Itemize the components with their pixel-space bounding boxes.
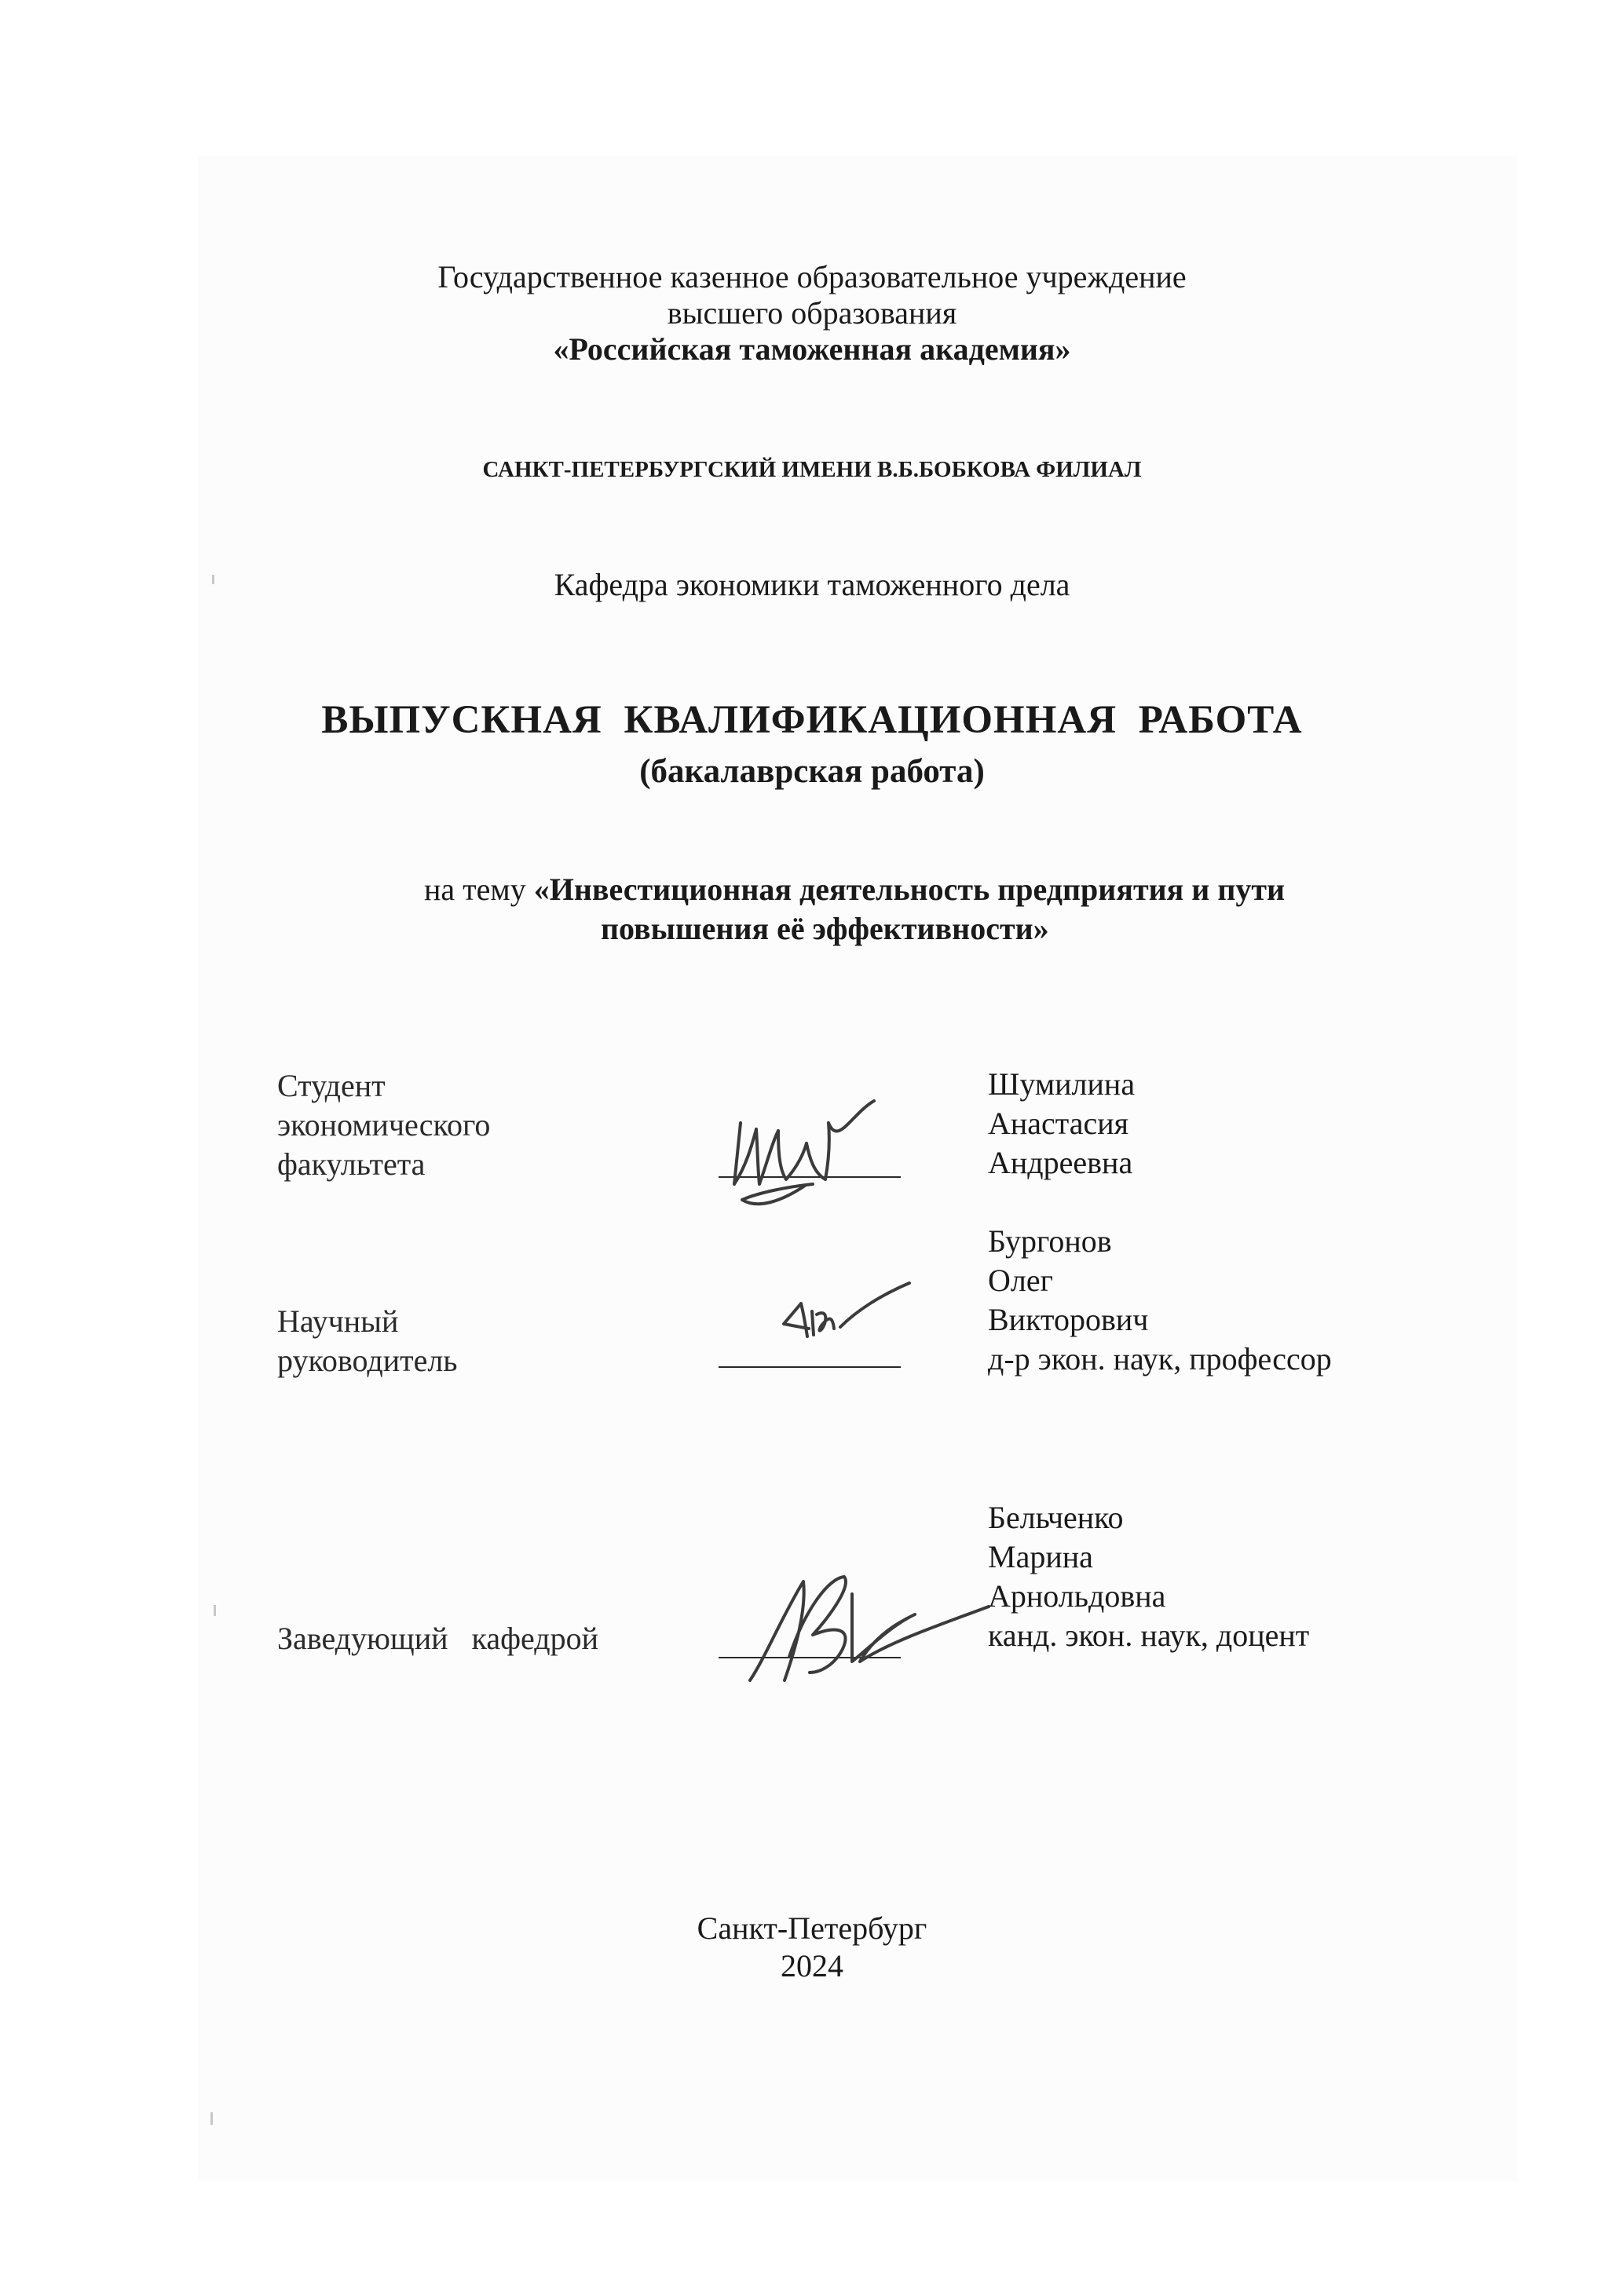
student-name bbox=[988, 1065, 1135, 1183]
topic-title-part-1: «Инвестиционная деятельность предприятия и пути bbox=[533, 872, 1286, 907]
supervisor-degree: д-р экон. наук, профессор bbox=[988, 1341, 1332, 1377]
student-role bbox=[277, 1066, 490, 1184]
supervisor-surname: Бургонов bbox=[988, 1223, 1112, 1259]
head-degree: канд. экон. наук, доцент bbox=[988, 1618, 1310, 1653]
institution-line-2: высшего образования bbox=[667, 295, 957, 331]
head-role bbox=[277, 1619, 598, 1658]
head-patronymic: Арнольдовна bbox=[988, 1578, 1166, 1614]
institution-header bbox=[0, 259, 1624, 367]
supervisor-role-line-2: руководитель bbox=[277, 1343, 458, 1378]
branch-name: САНКТ-ПЕТЕРБУРГСКИЙ ИМЕНИ В.Б.БОБКОВА ФИЛИАЛ bbox=[482, 457, 1142, 482]
head-surname: Бельченко bbox=[988, 1500, 1124, 1535]
year: 2024 bbox=[781, 1948, 843, 1983]
topic-line-1 bbox=[424, 872, 1285, 908]
head-first-name: Марина bbox=[988, 1539, 1093, 1574]
city: Санкт-Петербург bbox=[697, 1910, 927, 1946]
supervisor-signature-line bbox=[719, 1366, 901, 1368]
supervisor-name bbox=[988, 1222, 1332, 1379]
supervisor-patronymic: Викторович bbox=[988, 1302, 1149, 1337]
supervisor-signature bbox=[777, 1280, 919, 1366]
institution-line-1: Государственное казенное образовательное учреждение bbox=[437, 259, 1187, 294]
margin-mark bbox=[214, 1605, 216, 1616]
department-name: Кафедра экономики таможенного дела bbox=[554, 567, 1070, 602]
student-role-line-3: факультета bbox=[277, 1146, 426, 1182]
footer bbox=[0, 1910, 1624, 1985]
student-role-line-1: Студент bbox=[277, 1068, 386, 1103]
student-first-name: Анастасия bbox=[988, 1106, 1129, 1141]
head-role-label: Заведующий кафедрой bbox=[277, 1621, 599, 1656]
margin-mark bbox=[210, 2112, 213, 2125]
student-role-line-2: экономического bbox=[277, 1107, 491, 1143]
topic-prefix: на тему bbox=[424, 872, 534, 907]
supervisor-role-line-1: Научный bbox=[277, 1303, 399, 1339]
head-signature bbox=[734, 1563, 993, 1696]
supervisor-role bbox=[277, 1302, 458, 1380]
supervisor-first-name: Олег bbox=[988, 1263, 1054, 1298]
head-name bbox=[988, 1498, 1309, 1655]
topic-title-part-2: повышения её эффективности» bbox=[601, 911, 1049, 946]
document-subtitle: (бакалаврская работа) bbox=[639, 753, 985, 790]
document-title: ВЫПУСКНАЯ КВАЛИФИКАЦИОННАЯ РАБОТА bbox=[321, 698, 1303, 742]
student-surname: Шумилина bbox=[988, 1066, 1136, 1102]
student-signature bbox=[711, 1091, 899, 1217]
student-patronymic: Андреевна bbox=[988, 1145, 1133, 1180]
institution-name: «Российская таможенная академия» bbox=[553, 331, 1071, 367]
